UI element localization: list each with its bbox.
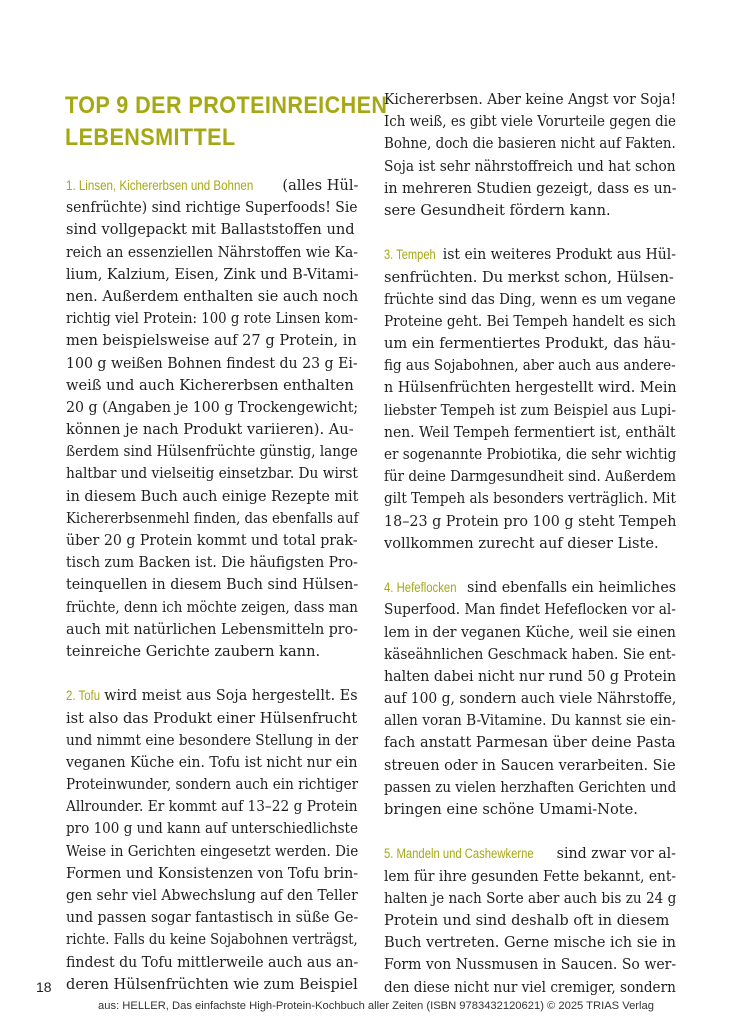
text-line [384,755,676,777]
line-text: passen zu vielen herzhaften Gerichten und [384,778,677,796]
text-line [384,422,676,444]
text-line [66,219,356,241]
text-line [384,377,677,399]
line-text: Superfood. Man findet Hefeflocken vor al- [384,601,676,619]
line-text: Bohne, doch die basieren nicht auf Fakten. [384,135,676,153]
line-text: früchte, denn ich möchte zeigen, dass man [66,598,358,616]
text-line [384,799,674,821]
text-line [66,441,358,463]
text-line [66,818,359,840]
line-text: ist ein weiteres Produkt aus Hül- [438,246,676,264]
text-line [384,200,674,222]
text-line [384,511,677,533]
line-text: sind vollgepackt mit Ballaststoffen und [66,221,355,239]
line-text: käseähnlichen Geschmack haben. Sie ent- [384,645,676,663]
line-text: Kichererbsen. Aber keine Angst vor Soja! [384,91,677,108]
text-line [384,289,676,311]
item-heading: 2. Tofu [66,688,101,704]
line-text: Weise in Gerichten eingesetzt werden. Die [66,842,359,860]
text-line [66,508,359,530]
text-line [66,197,358,219]
text-line [66,486,359,508]
line-text: liebster Tempeh ist zum Beispiel aus Lupi- [384,401,676,419]
line-text: sind zwar vor al- [552,845,676,863]
line-text: 20 g (Angaben je 100 g Trockengewicht; [66,398,359,416]
line-text: den diese nicht nur viel cremiger, sondern [384,978,676,996]
text-line [384,954,677,976]
text-line [66,574,359,596]
text-line [66,929,358,951]
text-line [66,619,358,641]
line-text: wird meist aus Soja hergestellt. Es [99,687,358,705]
line-text: deren Hülsenfrüchten wie zum Beispiel [66,975,358,993]
text-line [66,885,358,907]
text-line [384,267,674,289]
text-line [384,910,674,932]
text-line [66,774,359,796]
text-line [66,907,359,929]
text-line [384,89,677,111]
line-text: (alles Hül- [277,177,359,194]
text-line [384,156,676,178]
text-line [66,264,359,286]
line-text: lem in der veganen Küche, weil sie einen [384,623,676,641]
text-line [384,644,676,666]
item-heading: 1. Linsen, Kichererbsen und Bohnen [66,178,254,193]
text-line [66,286,359,308]
item-heading: 5. Mandeln und Cashewkerne [384,846,534,862]
line-text: tisch zum Backen ist. Die häufigsten Pro- [66,554,358,572]
text-line [384,577,677,599]
line-text: um ein fermentiertes Produkt, das häu- [384,335,676,353]
line-text: sind ebenfalls ein heimliches [462,579,677,597]
text-line [384,599,676,621]
text-line [66,397,359,419]
line-text: früchte sind das Ding, wenn es um vegane [384,290,676,308]
page-number: 18 [36,979,52,995]
line-text: veganen Küche ein. Tofu ist nicht nur ein [66,753,358,771]
text-line [384,244,676,266]
line-text: in mehreren Studien gezeigt, dass es un- [384,179,677,197]
item-heading: 3. Tempeh [384,247,436,263]
line-text: teinreiche Gerichte zaubern kann. [66,642,321,660]
line-text: bringen eine schöne Umami-Note. [384,801,638,818]
line-text: auch mit natürlichen Lebensmitteln pro- [66,620,358,638]
line-text: ßerdem sind Hülsenfrüchte günstig, lange [66,443,358,461]
line-text: 100 g weißen Bohnen findest du 23 g Ei- [66,354,358,372]
line-text: in diesem Buch auch einige Rezepte mit [66,487,359,505]
line-text: Kichererbsenmehl finden, das ebenfalls auf [66,509,359,527]
line-text: nen. Weil Tempeh fermentiert ist, enthält [384,423,676,441]
text-line [384,133,676,155]
line-text: pro 100 g und kann auf unterschiedlichste [66,820,359,838]
line-text: Formen und Konsistenzen von Tofu brin- [66,864,359,882]
text-line [66,952,359,974]
text-line [66,175,359,197]
line-text: und nimmt eine besondere Stellung in der [66,731,359,749]
line-text: senfrüchte) sind richtige Superfoods! Sie [66,199,358,217]
line-text: Form von Nussmusen in Saucen. So wer- [384,956,677,974]
text-line [66,375,356,397]
line-text: men beispielsweise auf 27 g Protein, in [66,332,357,350]
text-line [66,308,358,330]
line-text: Proteinwunder, sondern auch ein richtiger [66,776,359,794]
line-text: halten dabei nicht nur rund 50 g Protein [384,667,677,685]
line-text: richtig viel Protein: 100 g rote Linsen kom- [66,310,358,328]
line-text: halten je nach Sorte aber auch bis zu 24 g [384,889,677,907]
line-text: Proteine geht. Bei Tempeh handelt es sich [384,312,676,330]
text-line [66,974,358,996]
line-text: Buch vertreten. Gerne mische ich sie in [384,934,676,952]
text-line [66,841,359,863]
text-line [66,708,356,730]
text-line [384,400,676,422]
text-line [384,732,676,754]
text-line [66,730,359,752]
text-line [384,932,676,954]
item-heading: 4. Hefeflocken [384,580,457,596]
line-text: Soja ist sehr nährstoffreich und hat schon [384,157,676,175]
line-text: fach anstatt Parmesan über deine Pasta [384,734,676,752]
text-line [66,330,356,352]
line-text: streuen oder in Saucen verarbeiten. Sie [384,756,676,774]
text-line [384,866,677,888]
line-text: und passen sogar fantastisch in süße Ge- [66,909,359,927]
text-line [384,977,676,999]
line-text: n Hülsenfrüchten hergestellt wird. Mein [384,379,677,397]
text-line [66,463,358,485]
line-text: vollkommen zurecht auf dieser Liste. [384,534,659,552]
title-line-2: LEBENSMITTEL [65,124,236,151]
text-line [384,688,677,710]
line-text: über 20 g Protein kommt und total prak- [66,532,358,549]
line-text: auf 100 g, sondern auch viele Nährstoffe, [384,690,677,708]
line-text: nen. Außerdem enthalten sie auch noch [66,287,359,305]
text-line [384,777,677,799]
text-line [66,530,358,552]
line-text: ist also das Produkt einer Hülsenfrucht [66,709,358,727]
line-text: Allrounder. Er kommt auf 13–22 g Protein [66,798,358,816]
paragraph-gap [384,821,674,843]
text-line [66,641,356,663]
line-text: allen voran B-Vitamine. Du kannst sie ein- [384,712,676,730]
text-line [384,710,676,732]
text-line [66,796,358,818]
text-line [384,333,674,355]
paragraph-gap [384,555,674,577]
text-line [384,466,677,488]
text-line [384,111,676,133]
text-line [384,622,676,644]
line-text: teinquellen in diesem Buch sind Hülsen- [66,576,359,594]
line-text: weiß und auch Kichererbsen enthalten [66,376,354,394]
text-line [384,355,676,377]
text-line [66,552,358,574]
text-line [66,752,358,774]
footer-credit: aus: HELLER, Das einfachste High-Protein-Kochbuch aller Zeiten (ISBN 9783432120621) © 2025 TRIAS Verlag [98,1000,654,1012]
text-line [66,353,358,375]
left-column [66,175,359,996]
line-text: können je nach Produkt variieren). Au- [66,421,354,439]
text-line [384,843,676,865]
line-text: reich an essenziellen Nährstoffen wie Ka- [66,243,358,261]
text-line [66,863,359,885]
line-text: lium, Kalzium, Eisen, Zink und B-Vitami- [66,265,359,283]
line-text: richte. Falls du keine Sojabohnen verträgst, [66,931,358,949]
line-text: gilt Tempeh als besonders verträglich. Mit [384,490,676,508]
text-line [66,597,358,619]
line-text: lem für ihre gesunden Fette bekannt, ent- [384,867,677,885]
line-text: fig aus Sojabohnen, aber auch aus andere- [384,357,676,375]
line-text: für deine Darmgesundheit sind. Außerdem [384,468,677,486]
line-text: haltbar und vielseitig einsetzbar. Du wirst [66,465,358,483]
text-line [384,488,676,510]
line-text: er sogenannte Probiotika, die sehr wichtig [384,446,677,463]
line-text: 18–23 g Protein pro 100 g steht Tempeh [384,512,677,530]
text-line [384,666,677,688]
text-line [66,419,356,441]
text-line [384,311,676,333]
text-line [384,178,677,200]
paragraph-gap [66,663,356,685]
right-column [384,89,677,999]
text-line [384,444,677,466]
text-line [66,242,358,264]
line-text: senfrüchten. Du merkst schon, Hülsen- [384,268,674,286]
text-line [66,685,358,707]
text-line [384,533,674,555]
line-text: sere Gesundheit fördern kann. [384,201,611,219]
page-title [65,90,388,154]
text-line [384,888,677,910]
title-line-1: TOP 9 DER PROTEINREICHEN [65,92,388,119]
line-text: Protein und sind deshalb oft in diesem [384,911,670,929]
line-text: Ich weiß, es gibt viele Vorurteile gegen die [384,113,676,131]
paragraph-gap [384,222,674,244]
line-text: gen sehr viel Abwechslung auf den Teller [66,887,358,904]
line-text: findest du Tofu mittlerweile auch aus an- [66,953,359,971]
